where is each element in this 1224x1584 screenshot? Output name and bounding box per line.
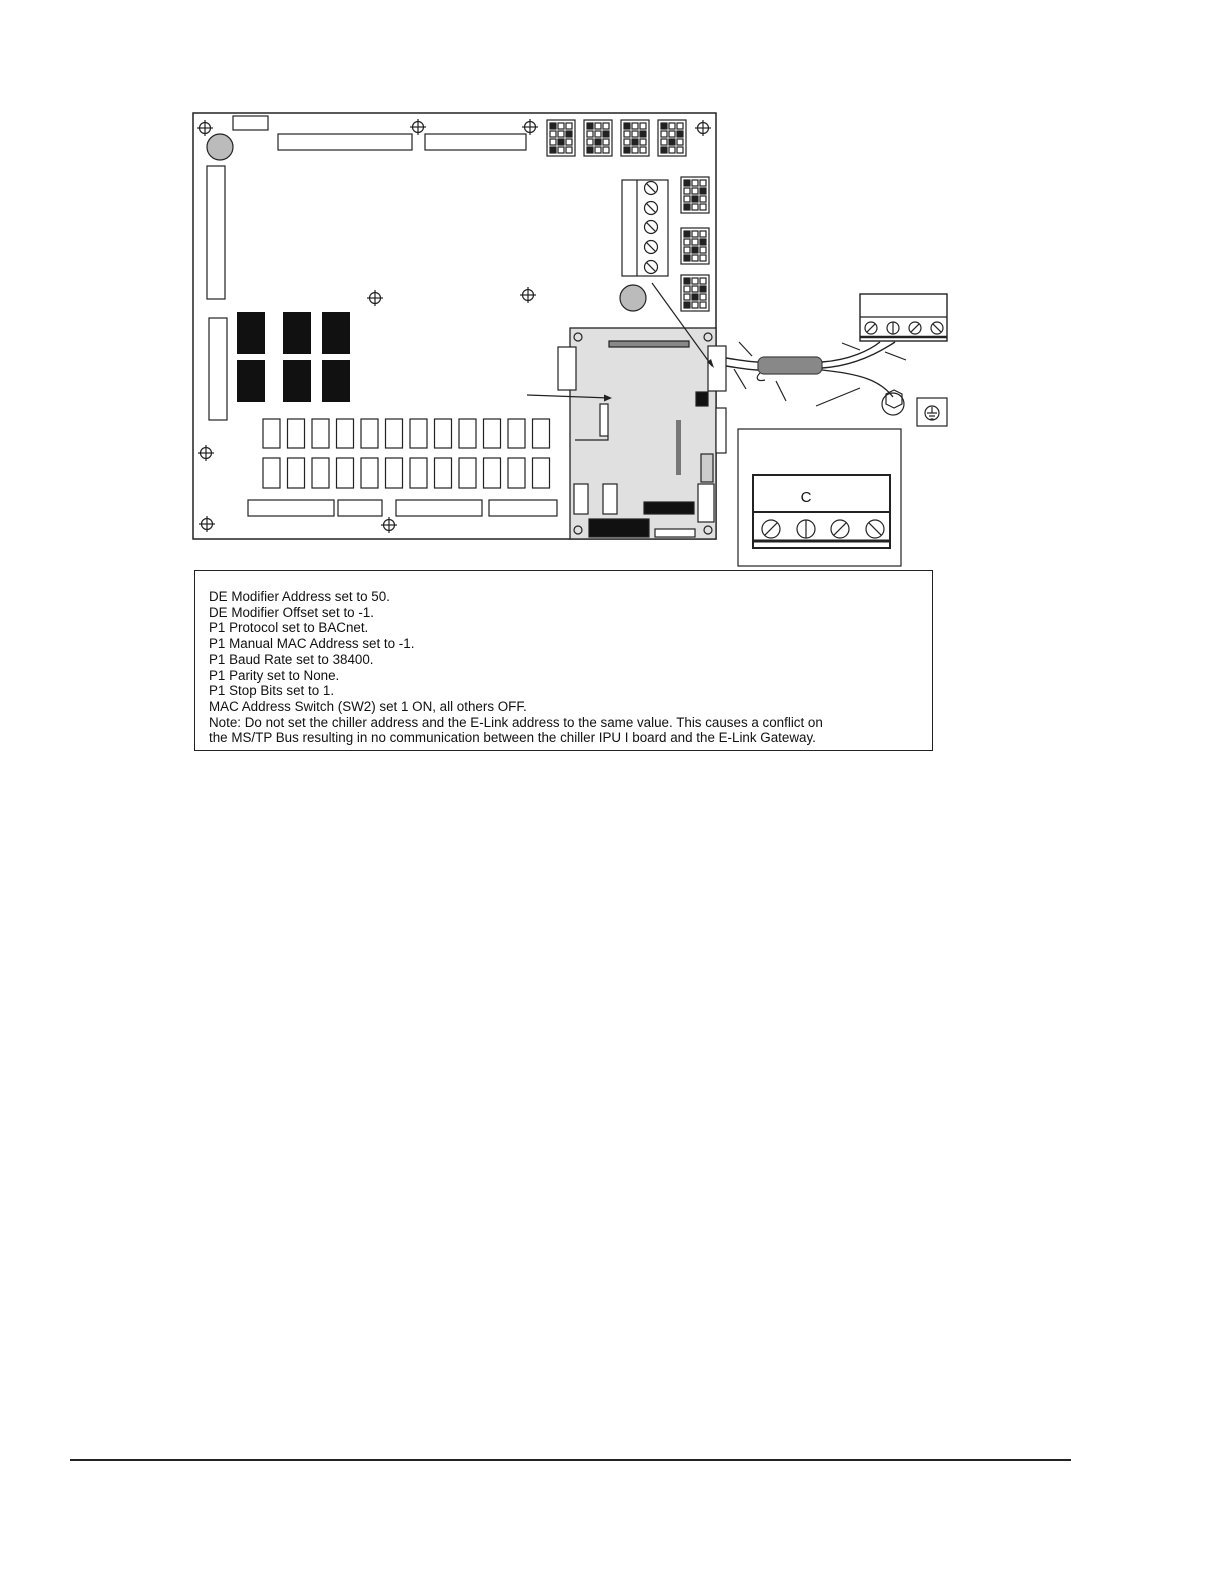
note-line: P1 Manual MAC Address set to -1. [209,636,415,652]
note-line: Note: Do not set the chiller address and the E-Link address to the same value. This causes a conflict on [209,714,823,730]
note-line: P1 Protocol set to BACnet. [209,620,369,636]
inset-label: C [800,489,812,506]
note-line: P1 Baud Rate set to 38400. [209,651,374,667]
inset-box [738,429,901,566]
battery-top [207,134,233,160]
note-line: the MS/TP Bus resulting in no communication between the chiller IPU I board and the E-Link Gateway. [209,730,816,746]
configuration-notes [194,570,933,751]
shielded-cable [758,357,822,374]
gateway-right-connector [716,408,726,453]
footer-rule [70,1459,1071,1461]
gateway-port-connector [708,346,726,391]
note-line: DE Modifier Address set to 50. [209,589,390,604]
note-line: DE Modifier Offset set to -1. [209,604,374,620]
note-line: P1 Parity set to None. [209,667,340,683]
battery-mid [620,285,646,311]
note-line: MAC Address Switch (SW2) set 1 ON, all others OFF. [209,698,527,714]
gateway-left-connector [558,347,576,390]
note-line: P1 Stop Bits set to 1. [209,683,335,699]
